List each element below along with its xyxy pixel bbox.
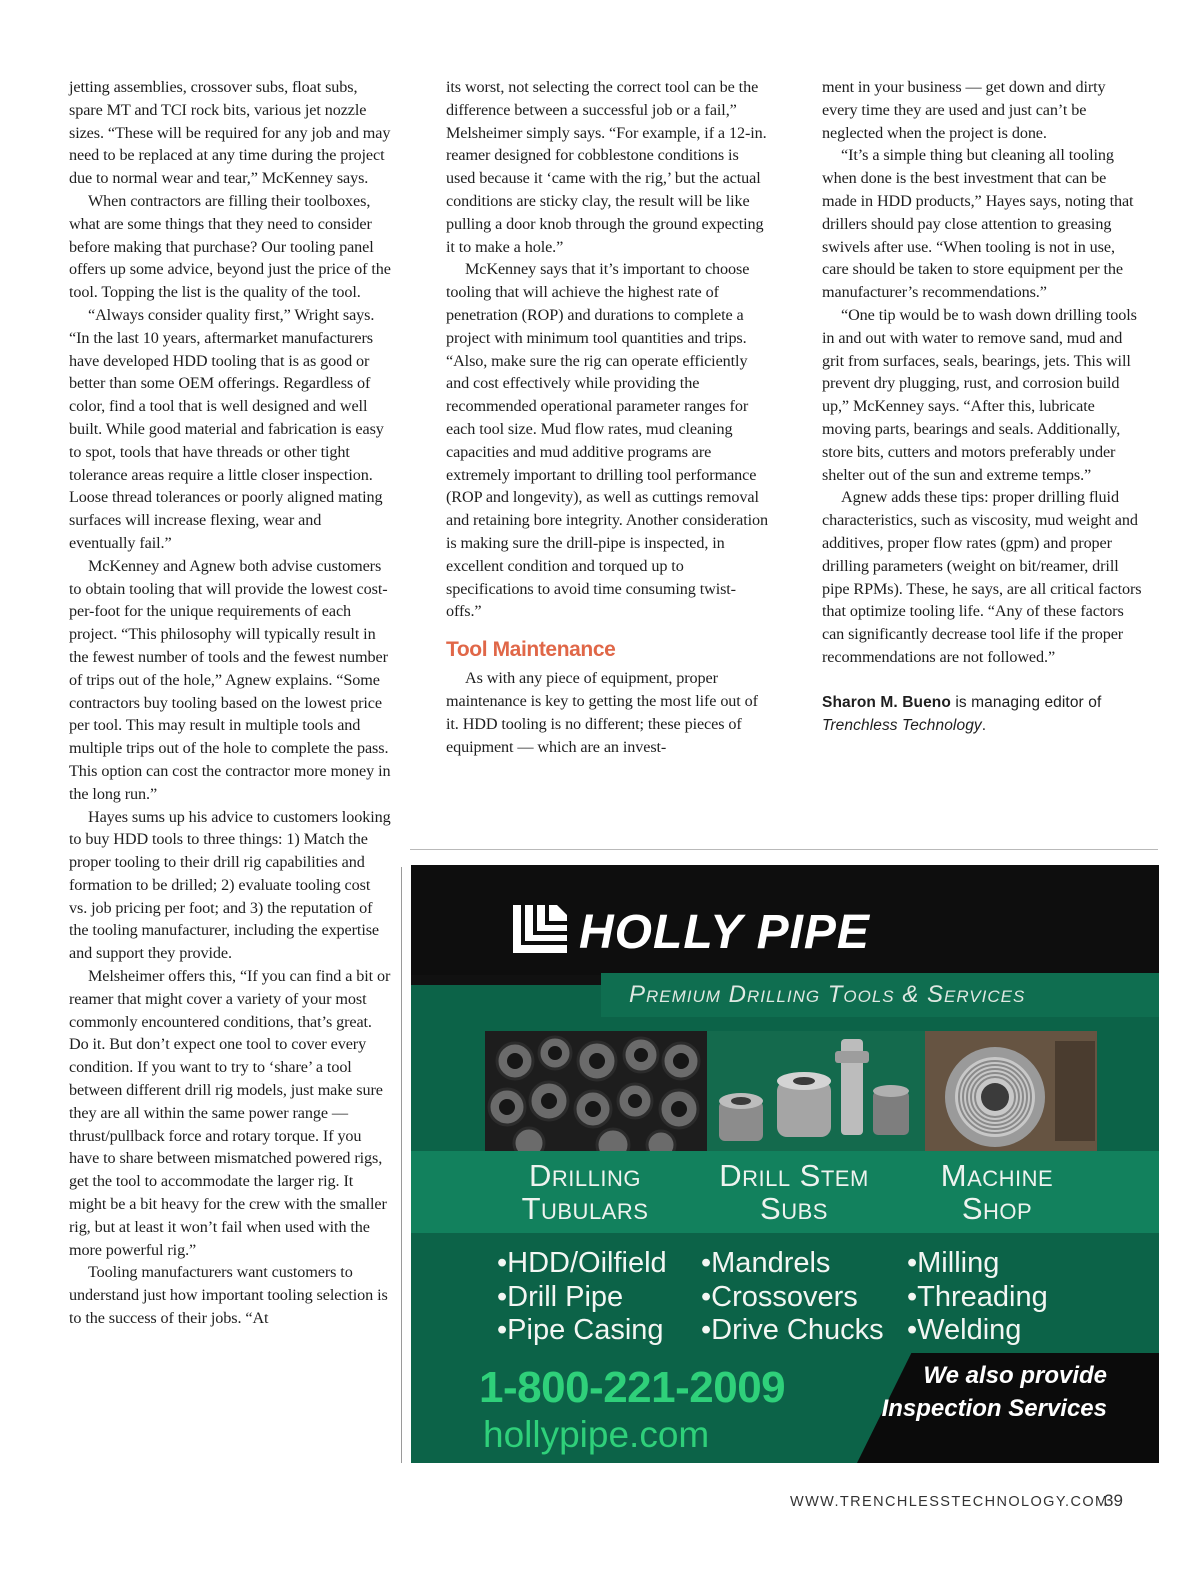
bio-end: .	[981, 716, 987, 734]
list-item: •Drive Chucks	[701, 1314, 884, 1346]
paragraph: Hayes sums up his advice to customers looking to buy HDD tools to three things: 1) Match the proper tooling to their drill rig capabilities and formation to be drilled; 2) evaluate tooling cost vs. job pricing per foot; and 3) the reputation of the tooling manufacturer, including the expertise and support they provide.	[69, 807, 391, 963]
footer-website[interactable]: WWW.TRENCHLESSTECHNOLOGY.COM	[790, 1494, 1109, 1510]
machine-shop-image	[925, 1031, 1097, 1151]
category-line: Subs	[760, 1191, 828, 1226]
holly-pipe-logo-icon	[509, 899, 579, 959]
category-line: Drill Stem	[719, 1158, 869, 1193]
paragraph: “Always consider quality first,” Wright says. “In the last 10 years, aftermarket manufacturers have developed HDD tooling that is as good or better than some OEM offerings. Regardless of color, find a tool that is well designed and well built. While good material and fabrication is easy to spot, tools that have threads or other tight tolerance areas require a little closer inspection. Loose thread tolerances or poorly aligned mating surfaces will increase flexing, wear and eventually fail.”	[69, 305, 384, 552]
list-item: •Drill Pipe	[497, 1280, 624, 1313]
services-line: Inspection Services	[881, 1395, 1107, 1422]
page-number: 39	[1104, 1491, 1123, 1510]
category-line: Drilling	[529, 1158, 641, 1193]
list-item: •Mandrels	[701, 1247, 831, 1279]
list-item: •Pipe Casing	[497, 1314, 664, 1346]
category-drilling-tubulars	[485, 1159, 685, 1225]
list-item: •Threading	[907, 1280, 1048, 1313]
list-item: •Welding	[907, 1314, 1022, 1346]
author-name: Sharon M. Bueno	[822, 693, 951, 711]
paragraph: ment in your business — get down and dirty every time they are used and just can’t be neglected when the project is done.	[822, 78, 1106, 142]
drill-pipes-image	[485, 1031, 707, 1151]
category-line: Shop	[961, 1191, 1033, 1226]
paragraph: Tooling manufacturers want customers to understand just how important tooling selection is to the success of their jobs. “At	[69, 1263, 388, 1328]
section-heading: Tool Maintenance	[446, 638, 616, 662]
ad-divider	[410, 849, 1158, 850]
article-column-1	[69, 76, 391, 1330]
paragraph: McKenney says that it’s important to choose tooling that will achieve the highest rate of penetration (ROP) and durations to complete a project with minimum tool quantities and trips. “Also, make sure the rig can operate efficiently and cost effectively while providing the recommended operational parameter ranges for each tool size. Mud flow rates, mud cleaning capacities and mud additive programs are extremely important to drilling tool performance (ROP and longevity), as well as cuttings removal and retaining bore integrity. Another consideration is making sure the drill-pipe is inspected, in excellent condition and torqued up to specifications to avoid time consuming twist-offs.”	[446, 260, 769, 621]
list-item: •Milling	[907, 1247, 1000, 1279]
article-column-2	[446, 76, 768, 758]
paragraph: “One tip would be to wash down drilling tools in and out with water to remove sand, mud and grit from surfaces, seals, bearings, jets. This will prevent dry plugging, rust, and corrosion build up,” McKenney says. “After this, lubricate moving parts, bearings and seals. Additionally, store bits, cutters and motors preferably under shelter out of the sun and extreme temps.”	[822, 305, 1137, 484]
website-link[interactable]: hollypipe.com	[483, 1414, 710, 1455]
publication-name: Trenchless Technology	[822, 716, 982, 734]
holly-pipe-advertisement[interactable]	[411, 865, 1159, 1463]
services-line: We also provide	[923, 1362, 1107, 1389]
list-item: •HDD/Oilfield	[497, 1247, 667, 1279]
subs-list	[701, 1247, 884, 1348]
paragraph: Agnew adds these tips: proper drilling fluid characteristics, such as viscosity, mud weight and additives, proper flow rates (gpm) and proper drilling parameters (weight on bit/reamer, drill pipe RPMs). These, he says, are all critical factors that optimize tooling life. “Any of these factors can significantly decrease tool life if the proper recommendations are not followed.”	[822, 488, 1142, 666]
paragraph: McKenney and Agnew both advise customers to obtain tooling that will provide the lowest cost-per-foot for the unique requirements of each project. “This philosophy will typically result in the fewest number of tools and the fewest number of trips out of the hole,” Agnew explains. “Some contractors buy tooling based on the lowest price per tool. This may result in multiple tools and multiple trips out of the hole to complete the pass. This option can cost the contractor more money in the long run.”	[69, 556, 391, 803]
category-machine-shop	[897, 1159, 1097, 1225]
ad-tagline: Premium Drilling Tools & Services	[629, 981, 1026, 1008]
paragraph: “It’s a simple thing but cleaning all tooling when done is the best investment that can be made in HDD products,” Hayes says, noting that drillers should pay close attention to greasing swivels after use. “When tooling is not in use, care should be taken to store equipment per the manufacturer’s recommendations.”	[822, 146, 1134, 302]
tubulars-list	[497, 1247, 667, 1348]
category-drill-stem-subs	[689, 1159, 899, 1225]
ad-brand-name: HOLLY PIPE	[579, 906, 870, 959]
paragraph: jetting assemblies, crossover subs, float subs, spare MT and TCI rock bits, various jet nozzle sizes. “These will be required for any job and may need to be replaced at any time during the project due to normal wear and tear,” McKenney says.	[69, 78, 391, 188]
list-item: •Crossovers	[701, 1280, 858, 1313]
paragraph: Melsheimer offers this, “If you can find a bit or reamer that might cover a variety of your most commonly encountered conditions, that’s great. Do it. But don’t expect one tool to cover every condition. If you want to try to ‘share’ a tool between different drill rig models, just make sure they are all within the same power range — thrust/pullback force and rotary torque. If you have to share between mismatched powered rigs, get the tool to accommodate the larger rig. It might be a bit heavy for the crew with the smaller rig, but at least it won’t fail when used with the more powerful rig.”	[69, 967, 391, 1259]
paragraph: When contractors are filling their toolboxes, what are some things that they need to consider before making that purchase? Our tooling panel offers up some advice, beyond just the price of the tool. Topping the list is the quality of the tool.	[69, 191, 391, 302]
category-line: Machine	[940, 1158, 1054, 1193]
drill-stem-subs-image	[707, 1031, 925, 1151]
paragraph: its worst, not selecting the correct tool can be the difference between a successful job or a fail,” Melsheimer simply says. “For example, if a 12-in. reamer designed for cobblestone conditions is used because it ‘came with the rig,’ but the actual conditions are sticky clay, the result will be like pulling a door knob through the ground expecting it to make a hole.”	[446, 78, 767, 256]
author-role: is managing editor of	[950, 693, 1102, 711]
ad-side-rule	[401, 867, 402, 1463]
author-bio	[822, 691, 1144, 737]
machine-shop-list	[907, 1247, 1048, 1348]
paragraph: As with any piece of equipment, proper maintenance is key to getting the most life out of it. HDD tooling is no different; these pieces of equipment — which are an invest-	[446, 669, 758, 756]
category-line: Tubulars	[521, 1191, 649, 1226]
article-column-3	[822, 76, 1144, 737]
phone-number-link[interactable]: 1-800-221-2009	[479, 1363, 786, 1412]
inspection-services-text	[867, 1359, 1107, 1425]
